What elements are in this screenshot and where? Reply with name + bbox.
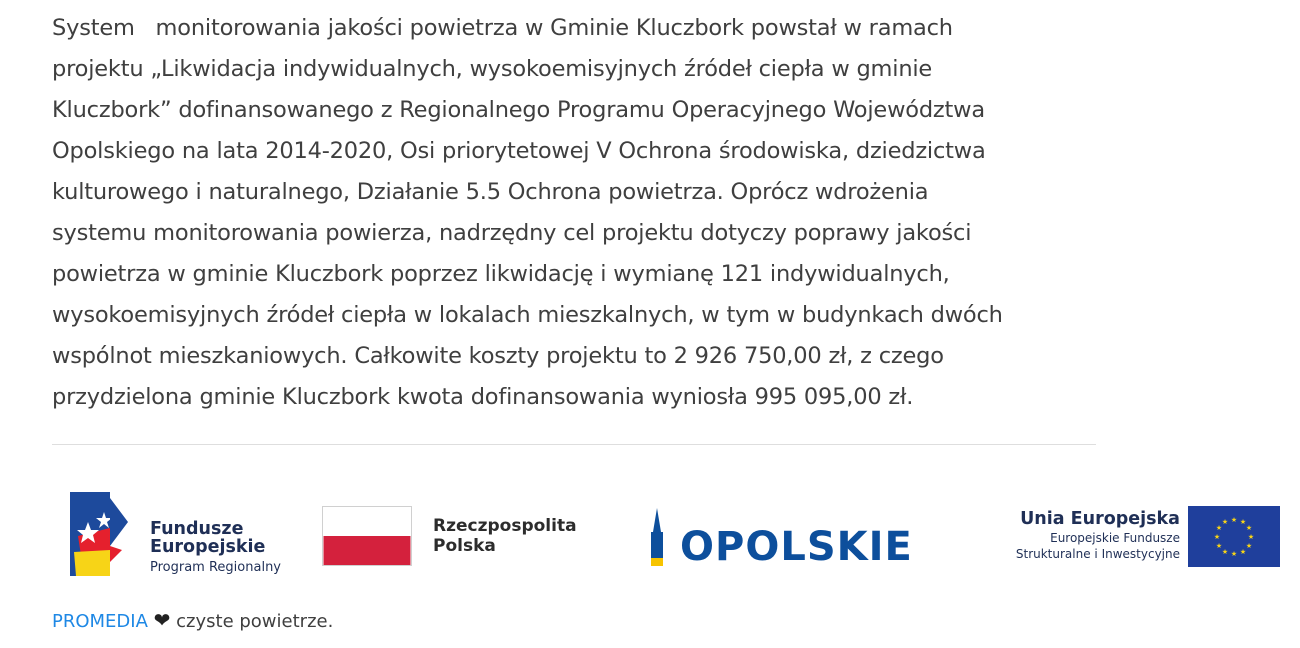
fundusze-title-line2: Europejskie bbox=[150, 537, 266, 557]
footer-tail-text: czyste powietrze. bbox=[170, 611, 334, 632]
unia-title: Unia Europejska bbox=[1020, 509, 1180, 529]
article-line: wysokoemisyjnych źródeł ciepła w lokalach mieszkalnych, w tym w budynkach dwóch bbox=[52, 302, 1003, 328]
article-line: projektu „Likwidacja indywidualnych, wysokoemisyjnych źródeł ciepła w gminie bbox=[52, 56, 933, 82]
promedia-link[interactable]: PROMEDIA bbox=[52, 611, 148, 632]
rzeczpospolita-text bbox=[433, 516, 577, 556]
heart-icon: ❤ bbox=[153, 608, 171, 632]
fundusze-text bbox=[150, 520, 281, 576]
article-line: wspólnot mieszkaniowych. Całkowite koszty projektu to 2 926 750,00 zł, z czego bbox=[52, 343, 944, 369]
unia-europejska-logo bbox=[988, 506, 1288, 570]
opolskie-wordmark: OPOLSKIE bbox=[680, 524, 913, 570]
rzeczpospolita-line2: Polska bbox=[433, 536, 496, 556]
svg-text:★: ★ bbox=[1221, 518, 1229, 526]
article-line: przydzielona gminie Kluczbork kwota dofinansowania wyniosła 995 095,00 zł. bbox=[52, 384, 914, 410]
article-line: Opolskiego na lata 2014-2020, Osi priorytetowej V Ochrona środowiska, dziedzictwa bbox=[52, 138, 986, 164]
unia-sub-line2: Strukturalne i Inwestycyjne bbox=[1015, 547, 1180, 561]
polish-flag-icon bbox=[322, 506, 412, 566]
footer-note bbox=[52, 607, 333, 635]
svg-text:★: ★ bbox=[1230, 550, 1238, 558]
article-line: systemu monitorowania powierza, nadrzędny cel projektu dotyczy poprawy jakości bbox=[52, 220, 972, 246]
rzeczpospolita-polska-logo bbox=[322, 506, 602, 568]
article-line: kulturowego i naturalnego, Działanie 5.5 Ochrona powietrza. Oprócz wdrożenia bbox=[52, 179, 929, 205]
rzeczpospolita-line1: Rzeczpospolita bbox=[433, 516, 577, 536]
svg-text:★: ★ bbox=[1215, 542, 1223, 550]
svg-text:★: ★ bbox=[1247, 533, 1255, 541]
article-line: powietrza w gminie Kluczbork poprzez likwidację i wymianę 121 indywidualnych, bbox=[52, 261, 950, 287]
divider bbox=[52, 444, 1096, 445]
article-line: Kluczbork” dofinansowanego z Regionalnego Programu Operacyjnego Województwa bbox=[52, 97, 985, 123]
svg-text:★: ★ bbox=[1215, 524, 1223, 532]
svg-text:★: ★ bbox=[1245, 542, 1253, 550]
tower-icon bbox=[642, 508, 672, 570]
fundusze-subtitle: Program Regionalny bbox=[150, 560, 281, 575]
svg-text:★: ★ bbox=[1239, 548, 1247, 556]
fundusze-title-line1: Fundusze bbox=[150, 519, 244, 539]
svg-text:★: ★ bbox=[1230, 516, 1238, 524]
eu-flag-icon bbox=[1188, 506, 1280, 567]
svg-text:★: ★ bbox=[1239, 518, 1247, 526]
svg-text:★: ★ bbox=[1213, 533, 1221, 541]
fundusze-europejskie-logo bbox=[70, 492, 290, 576]
article-body bbox=[52, 8, 1102, 418]
funds-star-icon bbox=[70, 492, 146, 576]
svg-text:★: ★ bbox=[1245, 524, 1253, 532]
article-line: System monitorowania jakości powietrza w Gminie Kluczbork powstał w ramach bbox=[52, 15, 953, 41]
unia-text bbox=[1016, 508, 1180, 562]
unia-sub-line1: Europejskie Fundusze bbox=[1050, 531, 1180, 545]
funding-logos-banner bbox=[52, 478, 1300, 596]
svg-text:★: ★ bbox=[1221, 548, 1229, 556]
opolskie-logo bbox=[642, 508, 952, 570]
